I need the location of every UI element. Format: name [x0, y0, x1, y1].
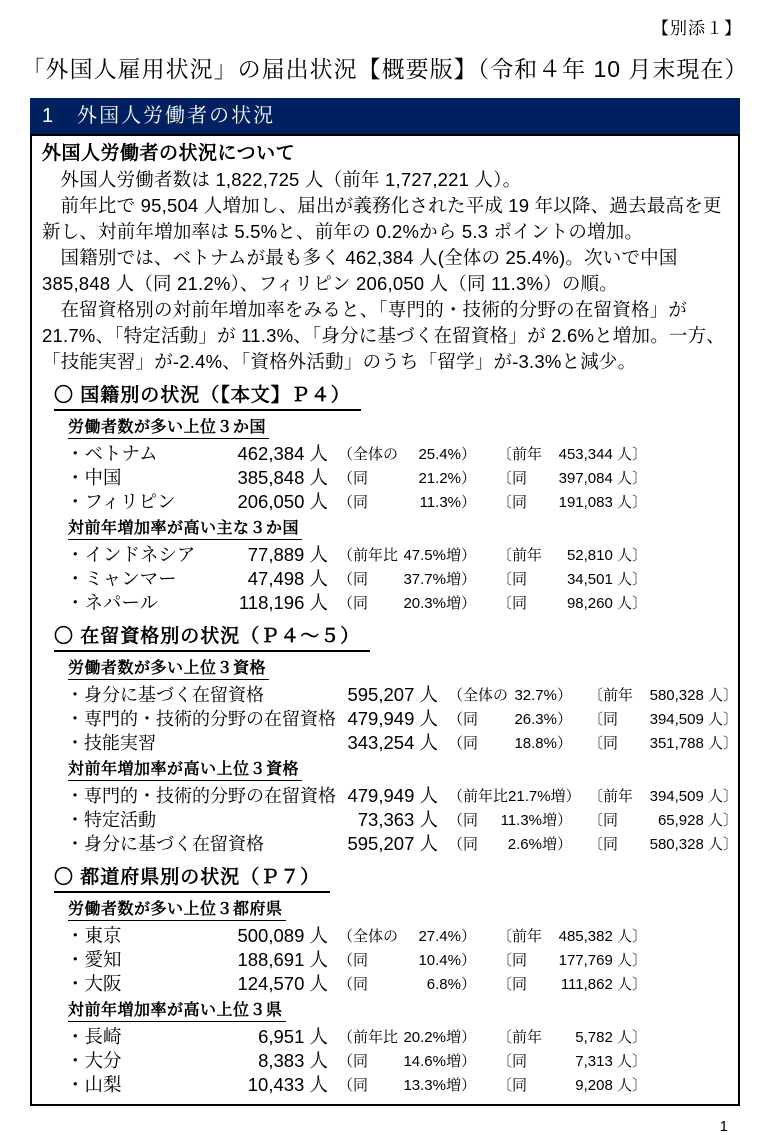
prev-year-label: 〔前年 — [497, 445, 543, 463]
prev-year-value: 5,782 人〕 — [575, 1028, 647, 1046]
share-cell — [338, 491, 476, 512]
group-title: 労働者数が多い上位３か国 — [68, 414, 269, 439]
summary-paragraph: 外国人労働者数は 1,822,725 人（前年 1,727,221 人）。 — [60, 169, 522, 190]
prev-year-cell — [497, 973, 647, 994]
row-label: ・愛知 — [66, 949, 122, 970]
prev-year-value: 34,501 人〕 — [566, 570, 647, 588]
prev-year-label: 〔同 — [588, 734, 619, 752]
row-count: 73,363 人 — [357, 809, 438, 830]
prev-year-label: 〔同 — [497, 493, 528, 511]
prev-year-cell — [588, 809, 738, 830]
prev-year-cell — [588, 708, 738, 729]
prev-year-cell — [497, 1050, 647, 1071]
data-row — [66, 590, 738, 614]
group-title: 労働者数が多い上位３資格 — [68, 655, 269, 680]
group-title: 対前年増加率が高い主な３か国 — [68, 515, 302, 540]
summary-block — [32, 141, 738, 375]
prev-year-label: 〔前年 — [497, 546, 543, 564]
row-label: ・ミャンマー — [66, 568, 177, 589]
row-label: ・大阪 — [66, 973, 122, 994]
row-label: ・ネパール — [66, 592, 158, 613]
share-label: （同 — [338, 975, 369, 993]
section-residence-status — [42, 621, 738, 855]
section-heading: 〇 都道府県別の状況（Ｐ７） — [54, 862, 330, 893]
prev-year-value: 453,344 人〕 — [558, 445, 647, 463]
prev-year-label: 〔同 — [497, 1076, 528, 1094]
share-label: （前年比 — [448, 787, 509, 805]
share-value: 11.3%） — [419, 493, 476, 511]
group-title: 労働者数が多い上位３都府県 — [68, 896, 286, 921]
data-row — [66, 706, 738, 730]
prev-year-cell — [497, 592, 647, 613]
summary-paragraph: 前年比で 95,504 人増加し、届出が義務化された平成 19 年以降、過去最高を更新し、対前年増加率は 5.5%と、前年の 0.2%から 5.3 ポイントの増加。 — [42, 195, 722, 242]
share-label: （前年比 — [338, 1028, 399, 1046]
row-count: 462,384 人 — [237, 443, 328, 464]
share-cell — [338, 1074, 476, 1095]
prev-year-value: 111,862 人〕 — [560, 975, 647, 993]
row-label: ・山梨 — [66, 1074, 122, 1095]
share-cell — [338, 467, 476, 488]
share-cell — [448, 809, 572, 830]
row-count: 77,889 人 — [247, 544, 328, 565]
prev-year-value: 98,260 人〕 — [566, 594, 647, 612]
section-1-bar — [30, 98, 740, 134]
prev-year-value: 394,509 人〕 — [649, 710, 738, 728]
share-value: 11.3%増） — [500, 811, 572, 829]
section-heading: 〇 在留資格別の状況（Ｐ４～５） — [54, 621, 370, 652]
prev-year-value: 52,810 人〕 — [566, 546, 647, 564]
row-count: 118,196 人 — [238, 592, 328, 613]
data-row — [66, 730, 738, 754]
share-cell — [338, 1026, 476, 1047]
row-label: ・長崎 — [66, 1026, 122, 1047]
group-title: 対前年増加率が高い上位３資格 — [68, 756, 302, 781]
row-label: ・中国 — [66, 467, 122, 488]
share-cell — [338, 592, 476, 613]
prev-year-cell — [588, 732, 738, 753]
data-row — [66, 971, 738, 995]
row-label: ・東京 — [66, 925, 122, 946]
prev-year-value: 394,509 人〕 — [649, 787, 738, 805]
share-value: 21.7%増） — [508, 787, 581, 805]
share-value: 27.4%） — [418, 927, 476, 945]
row-label: ・ベトナム — [66, 443, 158, 464]
prev-year-label: 〔前年 — [497, 1028, 543, 1046]
share-value: 2.6%増） — [507, 835, 572, 853]
share-cell — [338, 949, 476, 970]
prev-year-label: 〔同 — [497, 975, 528, 993]
prev-year-value: 580,328 人〕 — [649, 686, 738, 704]
prev-year-value: 65,928 人〕 — [657, 811, 738, 829]
row-count: 500,089 人 — [237, 925, 328, 946]
prev-year-value: 397,084 人〕 — [558, 469, 647, 487]
section-1-bar-label: 1 外国人労働者の状況 — [42, 105, 276, 127]
row-label: ・大分 — [66, 1050, 122, 1071]
share-label: （同 — [338, 493, 369, 511]
prev-year-cell — [497, 1026, 647, 1047]
data-row — [66, 1048, 738, 1072]
row-label: ・インドネシア — [66, 544, 196, 565]
prev-year-cell — [588, 785, 738, 806]
row-count: 479,949 人 — [347, 785, 438, 806]
share-label: （全体の — [338, 445, 399, 463]
share-cell — [448, 785, 581, 806]
data-row — [66, 542, 738, 566]
share-cell — [338, 443, 476, 464]
data-row — [66, 489, 738, 513]
data-row — [66, 1072, 738, 1096]
data-row — [66, 783, 738, 807]
row-count: 6,951 人 — [258, 1026, 328, 1047]
data-row — [66, 441, 738, 465]
share-label: （同 — [338, 469, 369, 487]
data-row — [66, 465, 738, 489]
share-label: （同 — [338, 951, 369, 969]
row-count: 206,050 人 — [237, 491, 328, 512]
share-cell — [338, 544, 476, 565]
data-row — [66, 831, 738, 855]
share-label: （全体の — [338, 927, 399, 945]
share-cell — [338, 925, 476, 946]
row-count: 595,207 人 — [347, 833, 438, 854]
share-value: 13.3%増） — [403, 1076, 476, 1094]
prev-year-label: 〔同 — [497, 570, 528, 588]
share-cell — [448, 708, 572, 729]
share-cell — [338, 568, 476, 589]
prev-year-value: 191,083 人〕 — [558, 493, 647, 511]
prev-year-label: 〔前年 — [588, 787, 634, 805]
page-title: 「外国人雇用状況」の届出状況【概要版】（令和４年 10 月末現在） — [21, 56, 749, 82]
sections-container — [32, 380, 738, 1096]
content-box — [30, 134, 740, 1106]
section-prefecture — [42, 862, 738, 1096]
prev-year-label: 〔同 — [497, 1052, 528, 1070]
prev-year-cell — [497, 925, 647, 946]
prev-year-cell — [588, 684, 738, 705]
share-cell — [338, 1050, 476, 1071]
row-label: ・フィリピン — [66, 491, 176, 512]
data-row — [66, 1024, 738, 1048]
prev-year-cell — [497, 544, 647, 565]
prev-year-value: 351,788 人〕 — [649, 734, 738, 752]
prev-year-value: 580,328 人〕 — [649, 835, 738, 853]
group-title: 対前年増加率が高い上位３県 — [68, 997, 286, 1022]
share-value: 26.3%） — [514, 710, 572, 728]
summary-heading: 外国人労働者の状況について — [42, 143, 296, 164]
data-row — [66, 682, 738, 706]
share-label: （同 — [338, 570, 369, 588]
summary-paragraph: 国籍別では、ベトナムが最も多く 462,384 人(全体の 25.4%)。次いで中国 385,848 人（同 21.2%）、フィリピン 206,050 人（同 11.3%）の順。 — [42, 247, 678, 294]
share-label: （前年比 — [338, 546, 399, 564]
row-label: ・身分に基づく在留資格 — [66, 834, 264, 854]
share-cell — [448, 684, 572, 705]
prev-year-cell — [497, 568, 647, 589]
share-label: （同 — [448, 734, 479, 752]
row-label: ・特定活動 — [66, 810, 156, 830]
share-value: 20.2%増） — [403, 1028, 476, 1046]
share-cell — [448, 732, 572, 753]
share-label: （同 — [448, 811, 479, 829]
prev-year-label: 〔前年 — [497, 927, 543, 945]
prev-year-label: 〔同 — [497, 951, 528, 969]
prev-year-value: 177,769 人〕 — [558, 951, 647, 969]
share-label: （同 — [338, 594, 369, 612]
prev-year-label: 〔同 — [497, 594, 528, 612]
share-label: （同 — [448, 710, 479, 728]
prev-year-value: 9,208 人〕 — [575, 1076, 647, 1094]
summary-paragraph: 在留資格別の対前年増加率をみると、「専門的・技術的分野の在留資格」が 21.7%、「特定活動」が 11.3%、「身分に基づく在留資格」が 2.6%と増加。一方、「技能実習」が-2.4%、「資格外活動」のうち「留学」が-3.3%と減少。 — [42, 299, 725, 372]
section-heading: 〇 国籍別の状況（【本文】Ｐ４） — [54, 380, 361, 411]
data-row — [66, 947, 738, 971]
prev-year-cell — [497, 949, 647, 970]
share-value: 14.6%増） — [403, 1052, 476, 1070]
share-value: 37.7%増） — [403, 570, 476, 588]
row-count: 479,949 人 — [347, 708, 438, 729]
share-cell — [448, 833, 572, 854]
prev-year-label: 〔同 — [588, 811, 619, 829]
section-nationality — [42, 380, 738, 614]
row-count: 595,207 人 — [347, 684, 438, 705]
row-label: ・身分に基づく在留資格 — [66, 685, 264, 705]
prev-year-cell — [497, 1074, 647, 1095]
share-value: 10.4%） — [418, 951, 476, 969]
row-count: 385,848 人 — [237, 467, 328, 488]
row-label: ・技能実習 — [66, 733, 156, 753]
prev-year-cell — [588, 833, 738, 854]
prev-year-cell — [497, 443, 647, 464]
share-label: （全体の — [448, 686, 509, 704]
prev-year-cell — [497, 491, 647, 512]
share-cell — [338, 973, 476, 994]
share-value: 21.2%） — [418, 469, 476, 487]
prev-year-value: 7,313 人〕 — [575, 1052, 647, 1070]
share-label: （同 — [338, 1052, 369, 1070]
share-value: 47.5%増） — [403, 546, 476, 564]
prev-year-cell — [497, 467, 647, 488]
share-value: 20.3%増） — [403, 594, 476, 612]
row-count: 10,433 人 — [247, 1074, 328, 1095]
prev-year-label: 〔同 — [588, 710, 619, 728]
prev-year-label: 〔前年 — [588, 686, 634, 704]
attachment-label: 【別添１】 — [652, 19, 742, 38]
prev-year-label: 〔同 — [497, 469, 528, 487]
data-row — [66, 923, 738, 947]
data-row — [66, 807, 738, 831]
prev-year-label: 〔同 — [588, 835, 619, 853]
row-count: 188,691 人 — [237, 949, 328, 970]
page-number: 1 — [719, 1118, 728, 1135]
share-value: 32.7%） — [514, 686, 572, 704]
share-value: 25.4%） — [418, 445, 476, 463]
row-count: 343,254 人 — [347, 732, 438, 753]
share-label: （同 — [338, 1076, 369, 1094]
data-row — [66, 566, 738, 590]
row-label: ・専門的・技術的分野の在留資格 — [66, 786, 336, 806]
row-count: 47,498 人 — [247, 568, 328, 589]
share-label: （同 — [448, 835, 479, 853]
row-count: 8,383 人 — [258, 1050, 328, 1071]
row-label: ・専門的・技術的分野の在留資格 — [66, 709, 336, 729]
row-count: 124,570 人 — [237, 973, 328, 994]
share-value: 6.8%） — [426, 975, 476, 993]
share-value: 18.8%） — [514, 734, 572, 752]
prev-year-value: 485,382 人〕 — [558, 927, 647, 945]
